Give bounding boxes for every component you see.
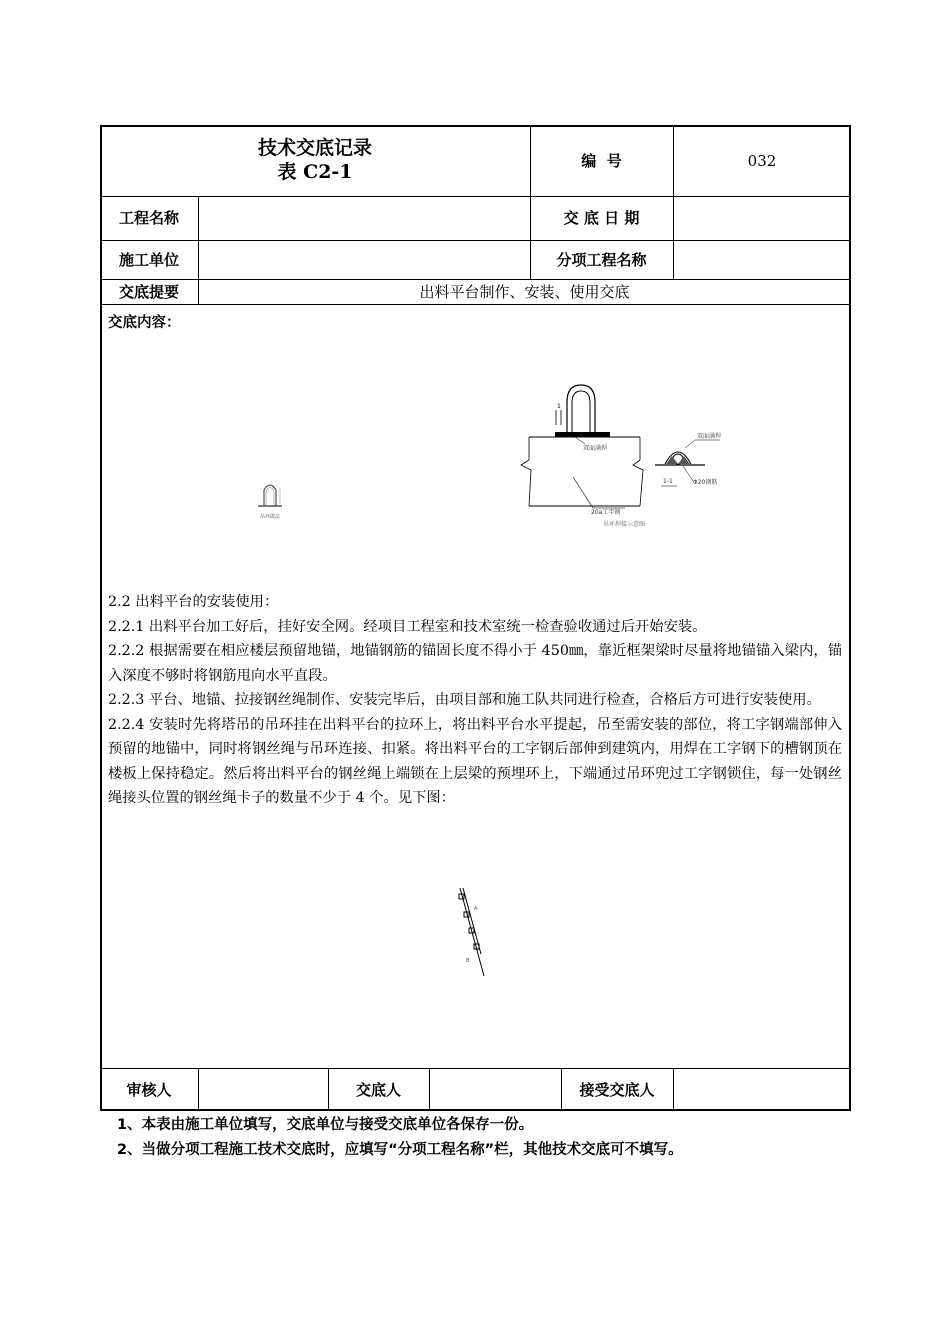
reviewer-label: 审核人 — [126, 1080, 172, 1099]
date-field[interactable] — [673, 196, 851, 240]
date-label: 交 底 日 期 — [563, 209, 640, 227]
project-name-field[interactable] — [198, 196, 530, 240]
clip-label-b: B — [466, 958, 470, 964]
discloser-label: 交底人 — [355, 1080, 401, 1099]
footnote-2: 2、当做分项工程施工技术交底时，应填写“分项工程名称”栏，其他技术交底可不填写。 — [117, 1142, 683, 1158]
receiver-label: 接受交底人 — [579, 1080, 655, 1099]
number-label: 编 号 — [581, 151, 622, 170]
summary-value: 出料平台制作、安装、使用交底 — [419, 282, 630, 301]
contractor-label: 施工单位 — [118, 250, 179, 269]
content-label: 交底内容： — [108, 315, 181, 331]
paragraph: 2.2.4 安装时先将塔吊的吊环挂在出料平台的拉环上，将出料平台水平提起，吊至需安装的部位，将工字钢端部伸入预留的地锚中，同时将钢丝绳与吊环连接、扣紧。将出料平台的工字钢后部伸到建筑内，用焊在工字钢下的槽钢顶在楼板上保持稳定。然后将出料平台的钢丝绳上端锁在上层梁的预埋环上，下端通过吊环兜过工字钢锁住，每一处钢丝绳接头位置的钢丝绳卡子的数量不少于 4 个。见下图： — [108, 716, 842, 806]
discloser-field[interactable] — [429, 1068, 561, 1111]
small-ring-label: 吊环做法 — [260, 514, 281, 520]
subproject-label: 分项工程名称 — [556, 250, 647, 269]
form-code: 表 C2-1 — [277, 160, 353, 183]
form-title-main: 技术交底记录 — [257, 136, 372, 159]
paragraph: 2.2.1 出料平台加工好后，挂好安全网。经项目工程室和技术室统一检查验收通过后开始安装。 — [108, 618, 707, 635]
form-title — [100, 125, 530, 196]
contractor-field[interactable] — [198, 240, 530, 279]
section-label: 1-1 — [663, 478, 673, 485]
clip-label-a: A — [474, 906, 478, 912]
diagram-caption: 吊环焊接示意图 — [603, 521, 646, 528]
small-ring-sketch — [250, 478, 290, 524]
footnote-1: 1、本表由施工单位填写，交底单位与接受交底单位各保存一份。 — [117, 1117, 534, 1133]
weld-label: 双面满焊 — [583, 445, 608, 452]
receiver-field[interactable] — [673, 1068, 851, 1111]
subproject-field[interactable] — [673, 240, 851, 279]
disclosure-body — [108, 590, 842, 811]
number-value: 032 — [747, 151, 777, 170]
reviewer-field[interactable] — [198, 1068, 328, 1111]
paragraph: 2.2.3 平台、地锚、拉接钢丝绳制作、安装完毕后，由项目部和施工队共同进行检查，合格后方可进行安装使用。 — [108, 692, 821, 708]
section-mark-label: 1 — [557, 403, 561, 410]
summary-label: 交底提要 — [118, 282, 179, 301]
row-divider — [100, 304, 851, 305]
lifting-ring-diagram — [515, 380, 735, 535]
section-weld-label: 双面满焊 — [697, 433, 722, 440]
paragraph: 2.2 出料平台的安装使用： — [108, 594, 279, 610]
steel-label: Φ20钢筋 — [693, 479, 718, 486]
wire-rope-clip-sketch — [448, 882, 498, 982]
project-name-label: 工程名称 — [118, 209, 179, 227]
paragraph: 2.2.2 根据需要在相应楼层预留地锚，地锚钢筋的锚固长度不得小于 450㎜，靠近框架梁时尽量将地锚锚入梁内，锚入深度不够时将钢筋甩向水平直段。 — [108, 643, 842, 684]
beam-label: 20a工字钢 — [591, 509, 621, 516]
